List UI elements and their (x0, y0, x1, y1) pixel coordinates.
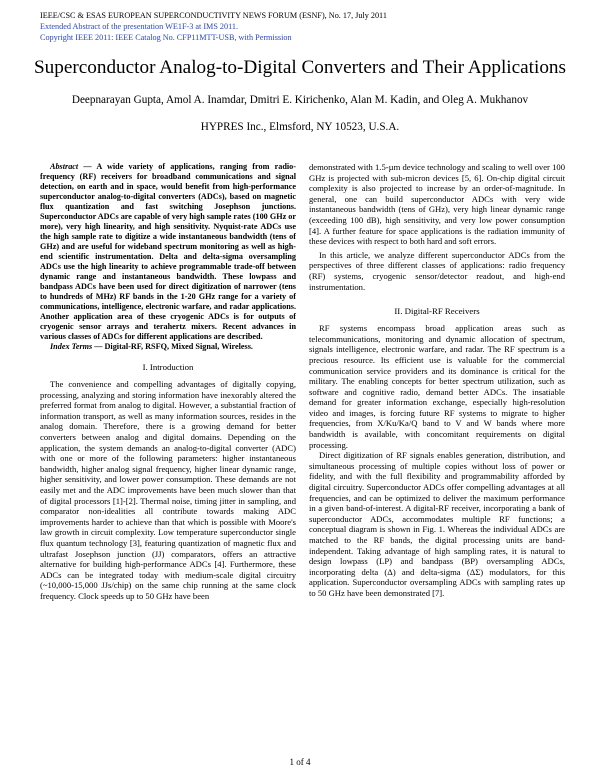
copyright-note: Copyright IEEE 2011: IEEE Catalog No. CFP11MTT-USB, with Permission (40, 33, 292, 42)
paragraph-analysis: In this article, we analyze different superconductor ADCs from the perspectives of three different classes of applications: radio frequency (RF) systems, cryogenic sensor/detector readout, and high-end instrumentation. (309, 249, 565, 292)
index-terms-label: Index Terms (50, 342, 93, 351)
authors: Deepnarayan Gupta, Amol A. Inamdar, Dmitri E. Kirichenko, Alan M. Kadin, and Oleg A. Mukhanov (71, 94, 529, 106)
abstract-label: Abstract (50, 162, 79, 171)
abstract (40, 162, 296, 342)
page-number: 1 of 4 (289, 757, 311, 767)
paragraph-direct-digitization: Direct digitization of RF signals enables generation, distribution, and simultaneous processing of multiple copies without loss of power or fidelity, and with the full flexibility and programmability afforded by digital circuitry. Superconductor ADCs offer compelling advantages at all frequencies, and can be optimized to deliver the maximum performance in a given band-of-interest. A digital-RF receiver, incorporating a bank of superconductor ADCs, accommodates multiple RF functions; a conceptual diagram is shown in Fig. 1. Whereas the individual ADCs are matched to the RF bands, the digital processing units are band-independent. Taking advantage of high sampling rates, it is natural to design lowpass (LP) and bandpass (BP) oversampling ADCs, incorporating delta (Δ) and delta-sigma (ΔΣ) modulators, for this application. Superconductor oversampling ADCs with sampling rates up to 50 GHz have been demonstrated [7]. (309, 450, 565, 598)
index-terms-text: — Digital-RF, RSFQ, Mixed Signal, Wireless. (92, 342, 253, 351)
paragraph-rf-systems: RF systems encompass broad application areas such as telecommunications, monitoring and dynamic allocation of spectrum, signals intelligence, electronic warfare, and radar. The RF spectrum is a precious resource. Its efficient use is valuable for the commercial communication service providers and its dominance is critical for the military. The enabling concepts for better spectrum utilization, such as software and cognitive radio, demand better ADCs. The insatiable demand for greater information exchange, especially high-resolution video and images, is forcing future RF systems to migrate to higher frequencies, from X/Ku/Ka/Q band to V and W bands where more bandwidth is available, with concomitant requirements on digital processing. (309, 323, 565, 450)
journal-header: IEEE/CSC & ESAS EUROPEAN SUPERCONDUCTIVITY NEWS FORUM (ESNF), No. 17, July 2011 (40, 11, 387, 20)
paper-title: Superconductor Analog-to-Digital Converters and Their Applications (34, 57, 566, 78)
abstract-text: A wide variety of applications, ranging from radio-frequency (RF) receivers for broadband communications and signal detection, on earth and in space, would benefit from high-performance superconductor analog-to-digital converters (ADCs), based on magnetic flux quantization and fast switching Josephson junctions. Superconductor ADCs are capable of very high sample rates (100 GHz or more), very high linearity, and high sensitivity. Nyquist-rate ADCs use the high sample rate to digitize a wide instantaneous bandwidth (tens of GHz) and are useful for wideband spectrum monitoring as well as high-end scientific instrumentation. Delta and delta-sigma oversampling ADCs use the high linearity to achieve programmable trade-off between dynamic range and instantaneous bandwidth. These lowpass and bandpass ADCs have been used for direct digitization of narrower (tens to hundreds of MHz) RF bands in the 1-20 GHz range for a variety of communications, intelligence, electronic warfare, and radar applications. Another application area of these cryogenic ADCs is for outputs of cryogenic sensor arrays and terahertz mixers. Recent advances in various classes of ADCs for different applications are described. (40, 162, 296, 341)
index-terms (40, 342, 296, 352)
abstract-dash: — (78, 162, 97, 171)
affiliation: HYPRES Inc., Elmsford, NY 10523, U.S.A. (200, 121, 400, 133)
running-header (40, 10, 387, 43)
presentation-note: Extended Abstract of the presentation WE1F-3 at IMS 2011. (40, 22, 239, 31)
section-heading-introduction: I. Introduction (142, 362, 194, 372)
intro-paragraph: The convenience and compelling advantages of digitally copying, processing, analyzing and storing information have inexorably altered the preferred format from analog to digital. However, a substantial fraction of information transport, as well as many information sources, resides in the analog domain. Therefore, there is a growing demand for better converters between analog and digital domains. Depending on the application, the system demands an analog-to-digital converter (ADC) with one or more of the following parameters: higher instantaneous bandwidth, higher analog signal frequency, higher linear dynamic range, higher sensitivity, and lower power consumption. These demands are not easily met and the ADC improvements have been much slower than that of digital processors [1]-[2]. Thermal noise, timing jitter in sampling, and comparator non-idealities all contribute towards making ADC improvements harder to achieve than that which is possible with Moore's law growth in circuit complexity. Low temperature superconductor single flux quantum technology [3], featuring quantization of magnetic flux and ultrafast Josephson junction (JJ) comparators, offers an attractive alternative for building high-performance ADCs [4]. Furthermore, these ADCs can be integrated today with medium-scale digital circuitry (~10,000-15,000 JJs/chip) on the same chip running at the same clock frequency. Clock speeds up to 50 GHz have been (40, 379, 296, 601)
right-column (309, 162, 565, 599)
section-heading-digital-rf: II. Digital-RF Receivers (394, 306, 480, 317)
left-column (40, 162, 296, 601)
paragraph-continued: demonstrated with 1.5-µm device technology and scaling to well over 100 GHz is projected with sub-micron devices [5, 6]. On-chip digital circuit complexity is also projected to increase by an order-of-magnitude. In general, one can build superconductor ADCs with very wide instantaneous bandwidth (tens of GHz), very high linear dynamic range (exceeding 100 dB), high sensitivity, and very low power consumption [4]. A further feature for space applications is the radiation immunity of these devices with respect to both hard and soft errors. (309, 162, 565, 247)
